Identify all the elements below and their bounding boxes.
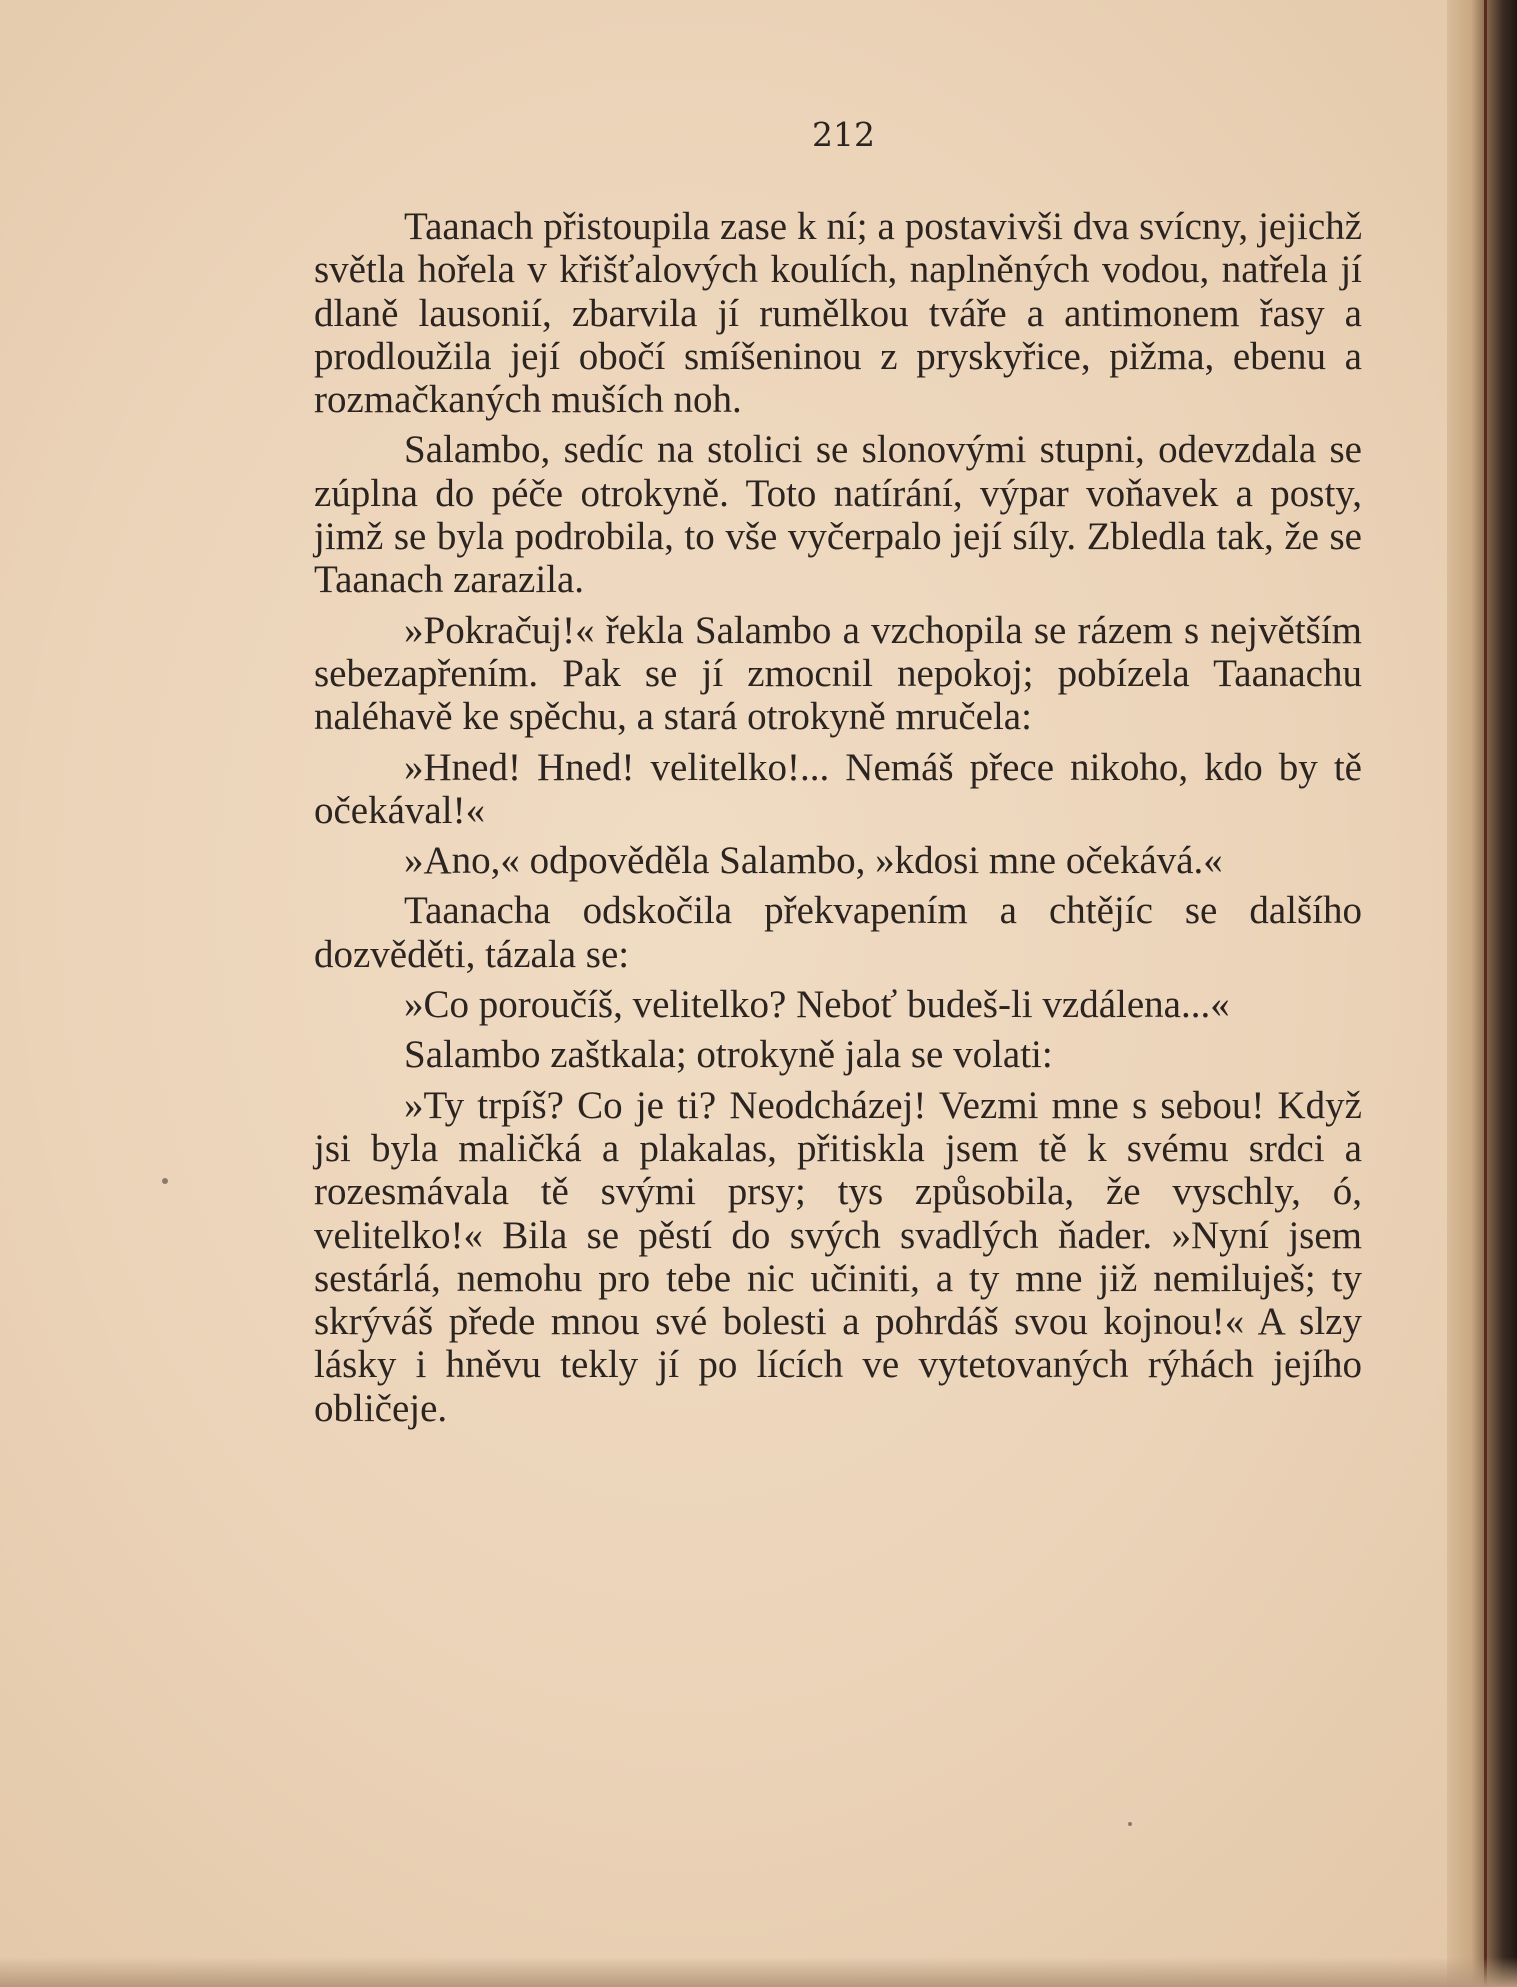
paragraph-2: Salambo, sedíc na stolici se slonovými stupni, odevzdala se zúplna do péče otrokyně. Toto natírání, výpar voňavek a posty, jimž se byla podrobila, to vše vyčerpalo její síly. Zbledla tak, že se Taanach zarazila. <box>314 428 1362 602</box>
paragraph-7: »Co poroučíš, velitelko? Neboť budeš-li vzdálena...« <box>404 983 1230 1027</box>
paragraph-5: »Ano,« odpověděla Salambo, »kdosi mne očekává.« <box>404 839 1223 883</box>
paper-speck <box>1128 1822 1132 1826</box>
paragraph-1: Taanach přistoupila zase k ní; a postavivši dva svícny, jejichž světla hořela v křišťalových koulích, naplněných vodou, natřela jí dlaně lausonií, zbarvila jí rumělkou tváře a antimonem řasy a prodloužila její obočí smíšeninou z pryskyřice, pižma, ebenu a rozmačkaných muších noh. <box>314 205 1362 422</box>
paragraph-8: Salambo zaštkala; otrokyně jala se volati: <box>404 1033 1053 1077</box>
body-text <box>314 205 1362 1437</box>
binding-edge-line <box>1484 0 1487 1987</box>
book-spine-shadow <box>1447 0 1517 1987</box>
paragraph-9: »Ty trpíš? Co je ti? Neodcházej! Vezmi mne s sebou! Když jsi byla maličká a plakalas, přitiskla jsem tě k svému srdci a rozesmávala tě svými prsy; tys způsobila, že vyschly, ó, velitelko!« Bila se pěstí do svých svadlých ňader. »Nyní jsem sestárlá, nemohu pro tebe nic učiniti, a ty mne již nemiluješ; ty skrýváš přede mnou své bolesti a pohrdáš svou kojnou!« A slzy lásky i hněvu tekly jí po lících ve vytetovaných rýhách jejího obličeje. <box>314 1083 1362 1430</box>
page-bottom-edge <box>0 1957 1517 1987</box>
paper-speck <box>162 1178 168 1184</box>
page-number: 212 <box>812 115 875 154</box>
paragraph-4: »Hned! Hned! velitelko!... Nemáš přece nikoho, kdo by tě očekával!« <box>314 745 1362 832</box>
paragraph-6: Taanacha odskočila překvapením a chtějíc se dalšího dozvěděti, tázala se: <box>314 889 1362 976</box>
paragraph-3: »Pokračuj!« řekla Salambo a vzchopila se rázem s největším sebezapřením. Pak se jí zmocnil nepokoj; pobízela Taanachu naléhavě ke spěchu, a stará otrokyně mručela: <box>314 608 1362 739</box>
